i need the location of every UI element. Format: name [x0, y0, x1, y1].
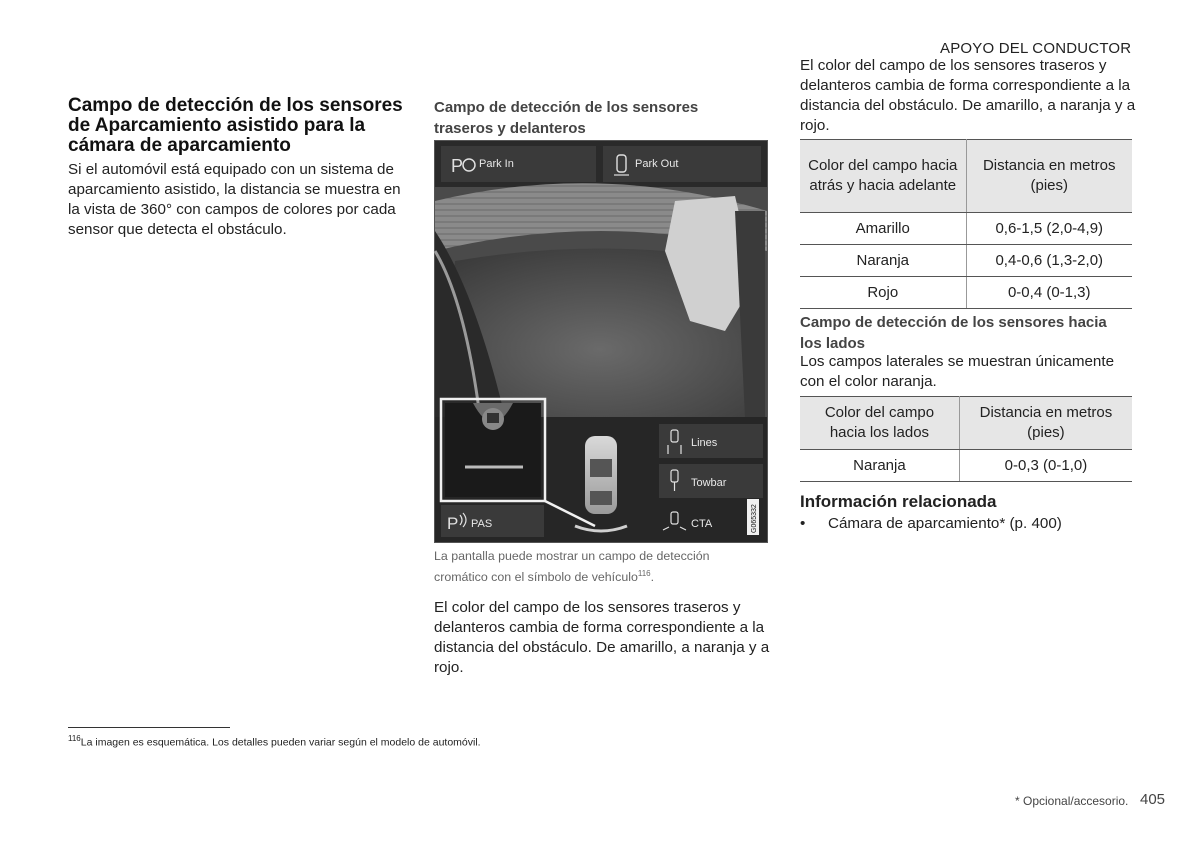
towbar-label: Towbar [691, 477, 727, 489]
page-number: 405 [1140, 791, 1166, 808]
bullet-icon: • [800, 515, 806, 532]
table2-header-color: Color del campo hacia los lados [800, 397, 959, 450]
table1-cell-distance: 0,4-0,6 (1,3-2,0) [966, 245, 1132, 277]
sides-body: Los campos laterales se muestran únicamente con el color naranja. [800, 353, 1115, 390]
park-out-button[interactable] [603, 146, 761, 182]
park-out-label: Park Out [635, 158, 679, 170]
cta-label: CTA [691, 518, 713, 530]
display-illustration [435, 141, 767, 542]
running-head: APOYO DEL CONDUCTOR [940, 40, 1132, 57]
side-distance-table [800, 396, 1132, 482]
park-in-button[interactable] [441, 146, 596, 182]
table1-cell-distance: 0,6-1,5 (2,0-4,9) [966, 213, 1132, 245]
pas-label: PAS [471, 518, 493, 530]
sides-heading: Campo de detección de los sensores hacia los lados [800, 314, 1107, 352]
table-row [800, 245, 1132, 277]
figure-caption: La pantalla puede mostrar un campo de detección cromático con el símbolo de vehículo$^{116}$. [434, 549, 710, 585]
table1-cell-color: Naranja [800, 245, 966, 277]
table-row [800, 450, 1132, 482]
rear-front-body-continued: El color del campo de los sensores traseros y delanteros cambia de forma correspondiente a la distancia del obstáculo. De amarillo, a naranja y a rojo. [800, 57, 1136, 134]
table2-cell-distance: 0-0,3 (0-1,0) [959, 450, 1132, 482]
park-in-label: Park In [479, 158, 514, 170]
footnote-number: 116 [68, 734, 81, 743]
svg-text:P: P [451, 156, 464, 176]
footnote-ref[interactable]: 116 [637, 569, 651, 578]
section-heading: Campo de detección de los sensores de Aparcamiento asistido para la cámara de aparcamiento [68, 95, 403, 156]
table1-header-distance: Distancia en metros (pies) [966, 140, 1132, 213]
table1-cell-distance: 0-0,4 (0-1,3) [966, 277, 1132, 309]
section-body: Si el automóvil está equipado con un sistema de aparcamiento asistido, la distancia se muestra en la vista de 360° con campos de colores por cada sensor que detecta el obstáculo. [68, 161, 401, 238]
table1-header-color: Color del campo hacia atrás y hacia adelante [800, 140, 966, 213]
table-row [800, 213, 1132, 245]
footnote: $^{116}$La imagen es esquemática. Los detalles pueden variar según el modelo de automóvil. [68, 734, 481, 749]
footer-note: * Opcional/accesorio. [1015, 794, 1129, 808]
rear-front-heading: Campo de detección de los sensores traseros y delanteros [434, 99, 699, 137]
rear-front-body: El color del campo de los sensores traseros y delanteros cambia de forma correspondiente a la distancia del obstáculo. De amarillo, a naranja y a rojo. [434, 599, 770, 676]
figure-code: G065332 [751, 504, 758, 533]
table1-cell-color: Rojo [800, 277, 966, 309]
table2-cell-color: Naranja [800, 450, 959, 482]
front-rear-distance-table [800, 139, 1132, 309]
footnote-rule [68, 727, 230, 728]
table2-header-distance: Distancia en metros (pies) [959, 397, 1132, 450]
related-link[interactable]: • Cámara de aparcamiento* (p. 400) [800, 515, 1062, 532]
table1-cell-color: Amarillo [800, 213, 966, 245]
lines-label: Lines [691, 437, 718, 449]
table-row [800, 277, 1132, 309]
related-heading: Información relacionada [800, 492, 997, 511]
svg-text:P: P [447, 514, 459, 533]
center-display-figure [434, 140, 768, 543]
